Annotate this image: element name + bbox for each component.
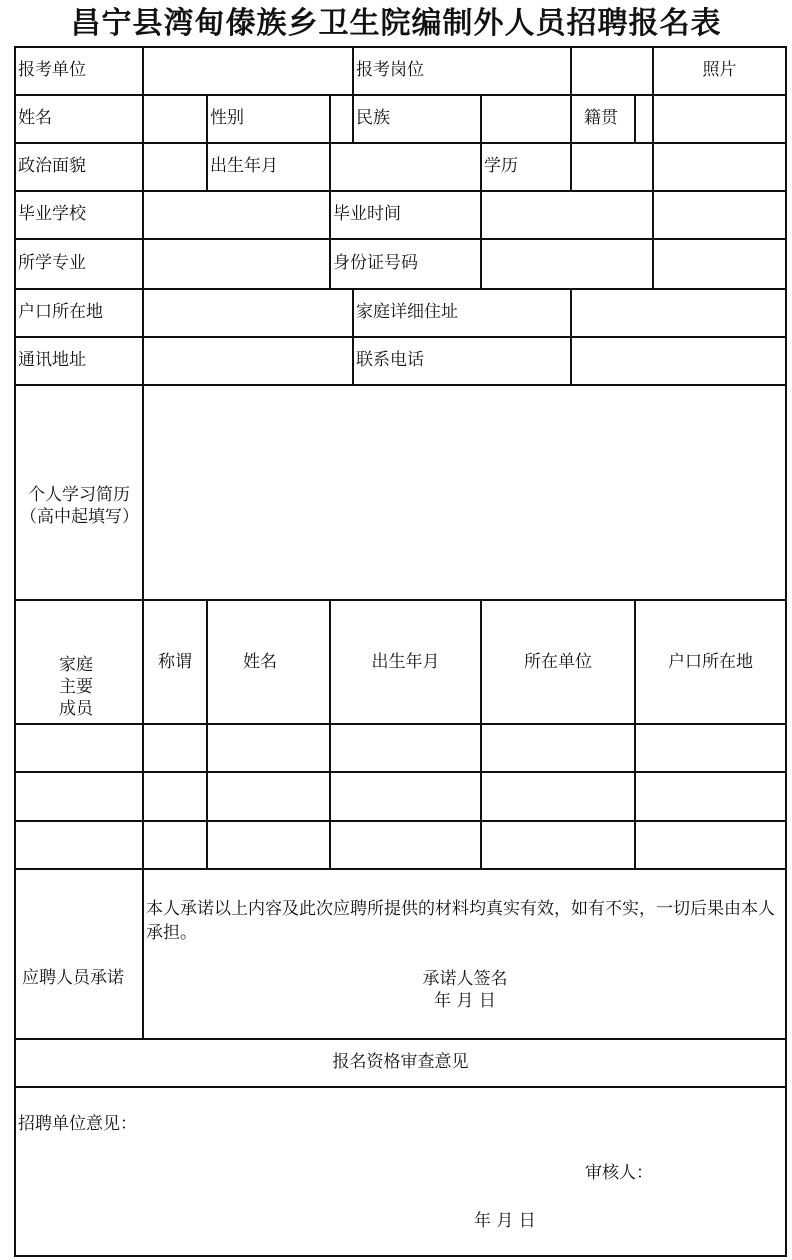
grid-line	[652, 46, 654, 288]
grid-line	[480, 599, 482, 870]
family-header-unit: 所在单位	[524, 652, 592, 672]
grid-line	[14, 46, 787, 48]
grid-line	[14, 142, 787, 144]
pledge-signer: 承诺人签名	[422, 969, 508, 989]
gender-label: 性别	[210, 108, 244, 128]
birth-date-label: 出生年月	[210, 156, 278, 176]
grid-line	[14, 820, 787, 822]
grid-line	[14, 94, 787, 96]
grid-line	[14, 384, 787, 386]
grid-line	[142, 46, 144, 870]
resume-label: 个人学习简历（高中起填写）	[20, 485, 139, 527]
name-label: 姓名	[18, 108, 52, 128]
grid-line	[14, 46, 16, 1257]
grid-line	[14, 336, 787, 338]
grid-line	[14, 1086, 787, 1088]
major-label: 所学专业	[18, 253, 86, 273]
mail-address-label: 通讯地址	[18, 350, 86, 370]
family-header-name: 姓名	[243, 652, 277, 672]
grid-line	[14, 868, 787, 870]
review-opinion: 招聘单位意见：	[18, 1114, 137, 1134]
grid-line	[142, 868, 144, 1040]
grid-line	[352, 288, 354, 386]
grid-line	[14, 288, 787, 290]
political-status-label: 政治面貌	[18, 156, 86, 176]
apply-unit-label: 报考单位	[18, 60, 86, 80]
family-header-birth: 出生年月	[371, 652, 440, 672]
pledge-date: 年 月 日	[434, 991, 496, 1011]
grid-line	[14, 190, 787, 192]
grid-line	[352, 94, 354, 144]
family-header-relation: 称谓	[158, 652, 192, 672]
grid-line	[352, 46, 354, 96]
native-place-label: 籍贯	[584, 108, 618, 128]
review-reviewer: 审核人：	[585, 1163, 653, 1183]
grid-line	[14, 599, 787, 601]
review-header: 报名资格审查意见	[332, 1052, 469, 1072]
grid-line	[14, 771, 787, 773]
education-label: 学历	[484, 156, 518, 176]
graduate-time-label: 毕业时间	[333, 204, 401, 224]
grid-line	[570, 46, 572, 192]
form-title: 昌宁县湾甸傣族乡卫生院编制外人员招聘报名表	[70, 6, 722, 41]
grid-line	[14, 238, 787, 240]
grid-line	[634, 94, 636, 144]
pledge-text: 本人承诺以上内容及此次应聘所提供的材料均真实有效，如有不实，一切后果由本人承担。	[146, 899, 775, 943]
grid-line	[634, 599, 636, 870]
family-header-household: 户口所在地	[668, 652, 753, 672]
household-location-label: 户口所在地	[18, 302, 103, 322]
grid-line	[206, 94, 208, 192]
phone-label: 联系电话	[356, 350, 424, 370]
grid-line	[14, 1038, 787, 1040]
review-date: 年 月 日	[474, 1211, 536, 1231]
graduate-school-label: 毕业学校	[18, 204, 86, 224]
apply-post-label: 报考岗位	[356, 60, 424, 80]
family-label: 家庭主要成员	[59, 655, 93, 719]
home-address-label: 家庭详细住址	[356, 302, 458, 322]
pledge-label: 应聘人员承诺	[22, 968, 124, 988]
grid-line	[570, 288, 572, 386]
ethnicity-label: 民族	[356, 108, 390, 128]
grid-line	[206, 599, 208, 870]
grid-line	[480, 94, 482, 288]
photo-label: 照片	[702, 60, 737, 80]
grid-line	[14, 723, 787, 725]
grid-line	[329, 599, 331, 870]
grid-line	[329, 94, 331, 288]
id-number-label: 身份证号码	[333, 253, 418, 273]
grid-line	[14, 1255, 787, 1257]
grid-line	[785, 46, 787, 1257]
